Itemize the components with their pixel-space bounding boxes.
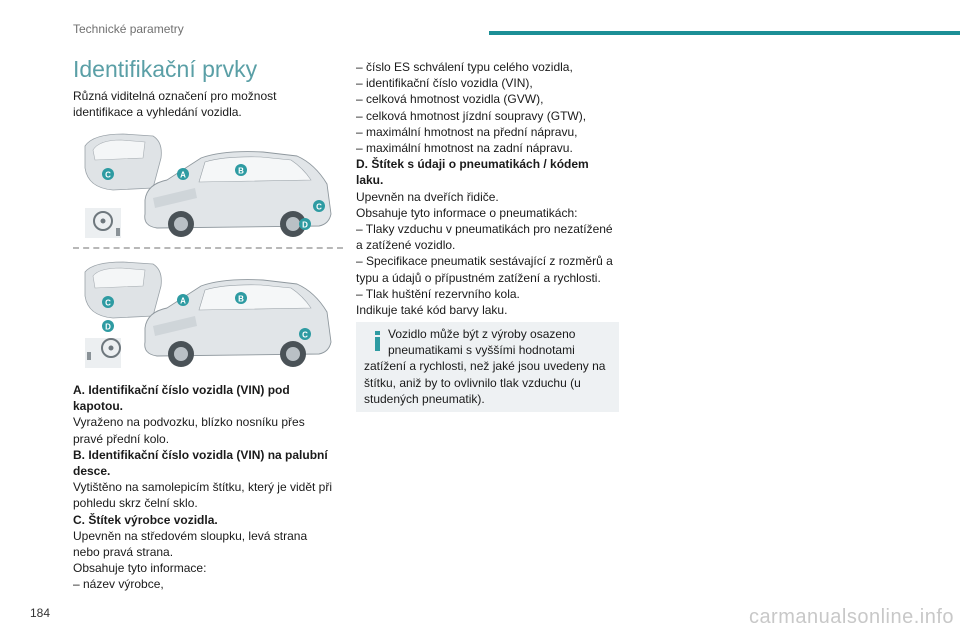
- label-c: C: [302, 330, 308, 340]
- page-title: Identifikační prvky: [73, 56, 258, 82]
- text-line: – Tlak huštění rezervního kola.: [356, 286, 520, 301]
- text-line: laku.: [356, 173, 384, 188]
- text-line: pohledu skrz čelní sklo.: [73, 496, 198, 511]
- figure-separator: [73, 247, 343, 249]
- info-line: pneumatikami s vyššími hodnotami: [388, 343, 575, 358]
- info-line: štítku, aniž by to ovlivnilo tlak vzduchu (u: [364, 375, 581, 390]
- info-line: Vozidlo může být z výroby osazeno: [388, 327, 576, 341]
- text-line: Indikuje také kód barvy laku.: [356, 303, 508, 318]
- text-line: – identifikační číslo vozidla (VIN),: [356, 76, 533, 91]
- identification-list-right: [356, 59, 624, 318]
- text-line: – maximální hmotnost na zadní nápravu.: [356, 141, 573, 156]
- text-line: B. Identifikační číslo vozidla (VIN) na palubní: [73, 447, 328, 462]
- text-line: Vyraženo na podvozku, blízko nosníku přes: [73, 415, 305, 430]
- label-b: B: [238, 294, 244, 304]
- text-line: C. Štítek výrobce vozidla.: [73, 512, 218, 527]
- text-line: A. Identifikační číslo vozidla (VIN) pod: [73, 383, 290, 397]
- info-line: studených pneumatik).: [364, 391, 485, 406]
- info-note-box: [356, 322, 619, 412]
- header-accent-bar: [489, 31, 960, 35]
- text-line: – číslo ES schválení typu celého vozidla,: [356, 60, 573, 74]
- text-line: D. Štítek s údaji o pneumatikách / kódem: [356, 157, 589, 172]
- text-line: typu a údajů o přípustném zatížení a rychlosti.: [356, 270, 601, 285]
- text-line: kapotou.: [73, 399, 123, 414]
- text-line: desce.: [73, 464, 111, 479]
- text-line: – celková hmotnost vozidla (GVW),: [356, 92, 544, 107]
- info-line: zatížení a rychlosti, než jaké jsou uvedeny na: [364, 359, 606, 374]
- label-c: C: [316, 202, 322, 212]
- label-c: C: [105, 170, 111, 180]
- intro-line: identifikace a vyhledání vozidla.: [73, 105, 242, 120]
- watermark: carmanualsonline.info: [748, 606, 954, 628]
- car-illustration-variant: [83, 258, 339, 368]
- section-header: Technické parametry: [73, 22, 184, 36]
- info-icon: [366, 330, 388, 352]
- text-line: a zatížené vozidlo.: [356, 238, 456, 253]
- text-line: – název výrobce,: [73, 577, 164, 592]
- text-line: – Specifikace pneumatik sestávající z rozměrů a: [356, 254, 613, 269]
- text-line: Upevněn na dveřích řidiče.: [356, 189, 499, 204]
- label-a: A: [180, 296, 186, 306]
- identification-list-left: [73, 382, 343, 593]
- text-line: Obsahuje tyto informace o pneumatikách:: [356, 205, 578, 220]
- label-a: A: [180, 170, 186, 180]
- text-line: pravé přední kolo.: [73, 431, 170, 446]
- text-line: Upevněn na středovém sloupku, levá strana: [73, 528, 308, 543]
- text-line: – maximální hmotnost na přední nápravu,: [356, 124, 578, 139]
- intro-line: Různá viditelná označení pro možnost: [73, 89, 277, 103]
- label-c: C: [105, 298, 111, 308]
- text-line: – Tlaky vzduchu v pneumatikách pro nezatížené: [356, 222, 613, 237]
- label-b: B: [238, 166, 244, 176]
- text-line: – celková hmotnost jízdní soupravy (GTW),: [356, 108, 587, 123]
- text-line: nebo pravá strana.: [73, 545, 174, 560]
- page-number: 184: [30, 606, 51, 620]
- text-line: Vytištěno na samolepicím štítku, který je vidět při: [73, 480, 332, 495]
- text-line: Obsahuje tyto informace:: [73, 561, 207, 576]
- label-d: D: [105, 322, 111, 332]
- intro-text: [73, 88, 343, 120]
- car-illustration-hatchback: [83, 128, 339, 238]
- label-d: D: [302, 220, 308, 230]
